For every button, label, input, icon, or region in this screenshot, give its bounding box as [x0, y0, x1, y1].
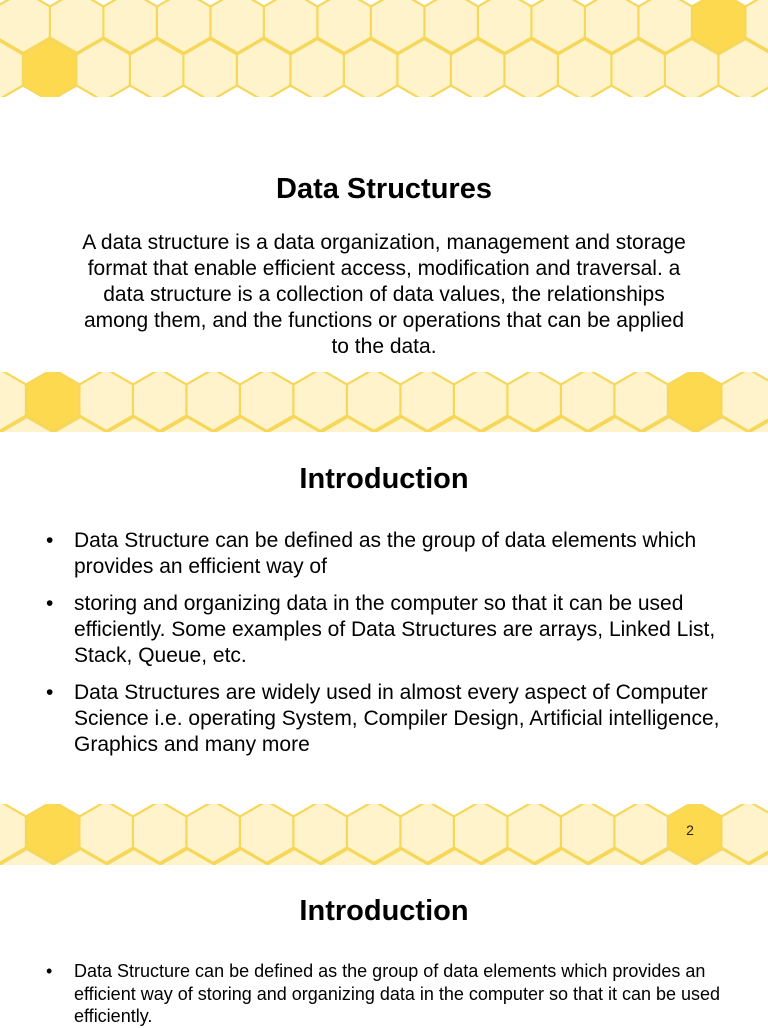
slide-title-data-structures: Data Structures: [0, 173, 768, 206]
list-item: [46, 960, 746, 1028]
honeycomb-band-middle: [0, 372, 768, 432]
bullet-icon: •: [46, 680, 53, 706]
paragraph-line: format that enable efficient access, modification and traversal. a: [44, 256, 724, 282]
paragraph-line: to the data.: [44, 334, 724, 360]
honeycomb-band-bottom: [0, 804, 768, 865]
list-item: [46, 591, 736, 669]
list-item: [46, 680, 736, 758]
bullet-icon: •: [46, 528, 53, 554]
slide-title-introduction: Introduction: [0, 463, 768, 496]
bullet-list: [46, 528, 736, 769]
paragraph-line: data structure is a collection of data values, the relationships: [44, 282, 724, 308]
paragraph-line: A data structure is a data organization, management and storage: [44, 230, 724, 256]
bullet-icon: •: [46, 960, 52, 983]
bullet-text: Data Structures are widely used in almost every aspect of Computer Science i.e. operating System, Compiler Design, Artificial intelligence, Graphics and many more: [74, 681, 719, 756]
list-item: [46, 528, 736, 580]
page-number: 2: [676, 822, 704, 838]
bullet-text: Data Structure can be defined as the group of data elements which provides an efficient way of storing and organizing data in the computer so that it can be used efficiently.: [74, 961, 720, 1026]
bullet-icon: •: [46, 591, 53, 617]
bullet-text: Data Structure can be defined as the group of data elements which provides an efficient way of: [74, 529, 696, 578]
paragraph-line: among them, and the functions or operations that can be applied: [44, 308, 724, 334]
slide-paragraph: [44, 230, 724, 360]
honeycomb-band-top: [0, 0, 768, 97]
bullet-text: storing and organizing data in the computer so that it can be used efficiently. Some examples of Data Structures are arrays, Linked List, Stack, Queue, etc.: [74, 592, 715, 667]
slide-title-introduction-2: Introduction: [0, 895, 768, 928]
bullet-list: [46, 960, 746, 1028]
